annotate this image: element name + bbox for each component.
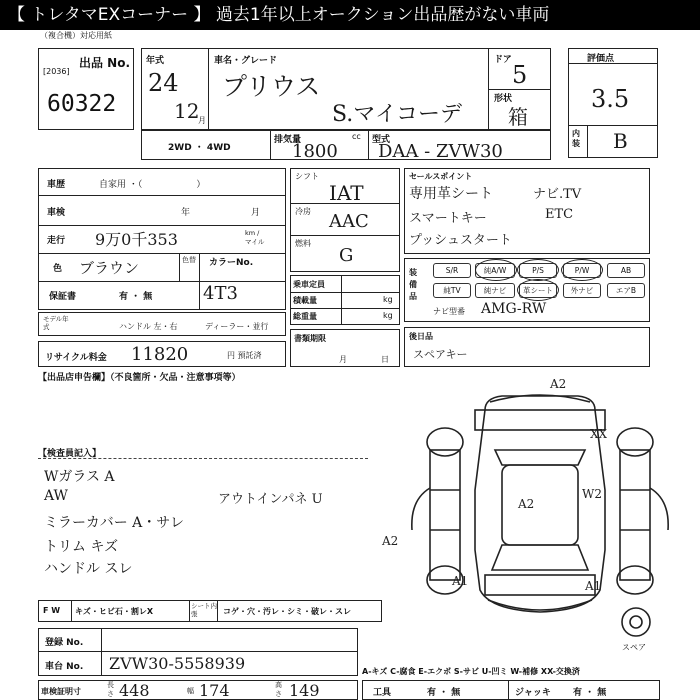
handle-label: ハンドル 左・右 — [119, 322, 178, 331]
score-box — [568, 48, 658, 158]
width-label: 幅 — [187, 687, 194, 695]
height-value: 149 — [289, 681, 320, 700]
docs-month: 月 — [339, 355, 347, 364]
page-banner: 【 トレタマEXコーナー 】 過去1年以上オークション出品歴がない車両 — [0, 0, 700, 30]
inspection-month-unit: 月 — [251, 208, 261, 218]
details-box — [38, 168, 286, 310]
door-label: ドア — [494, 55, 512, 65]
equip-genuine-aw: 純A/W — [475, 263, 515, 278]
weight-label: 総重量 — [293, 312, 317, 321]
height-label: 高さ — [275, 681, 282, 698]
length-label: 長さ — [107, 681, 114, 698]
inspection-year-unit: 年 — [181, 208, 191, 218]
fuel-value: G — [339, 245, 354, 266]
wheel-front-left — [427, 428, 463, 456]
shift-value: IAT — [329, 181, 364, 205]
width-value: 174 — [199, 681, 230, 700]
load-label: 積載量 — [293, 296, 317, 305]
tools-row — [362, 680, 660, 700]
mark-rear-right: A1 — [585, 579, 602, 593]
model-label: 型式 — [372, 135, 391, 145]
exhibit-number: 60322 — [47, 91, 117, 117]
shift-box — [290, 168, 400, 272]
after-items-box — [404, 327, 650, 367]
cert-label: 車検証明寸 — [41, 687, 81, 696]
equipment-box — [404, 258, 650, 322]
car-name-label: 車名・グレード — [214, 56, 278, 66]
car-roof — [502, 465, 578, 545]
grade-value: S.マイコーデ — [332, 102, 462, 127]
shape-label: 形状 — [494, 94, 513, 104]
navi-model-label: ナビ型番 — [433, 307, 465, 316]
fw-label: F W — [43, 606, 61, 615]
km-unit: km / マイル — [245, 229, 265, 246]
equip-ps: P/S — [519, 263, 557, 278]
dealer-label: ディーラー・並行 — [205, 322, 269, 331]
color-label: 色 — [53, 264, 63, 274]
interior-label: 内装 — [572, 129, 580, 148]
mark-roof: A2 — [518, 497, 535, 511]
equip-circle-pw — [561, 259, 603, 281]
history-label: 車歴 — [47, 180, 66, 190]
spare-label: スペア — [622, 643, 646, 652]
inspection-label: 車検 — [47, 208, 66, 218]
year-value: 24 — [148, 69, 179, 97]
door-value: 5 — [512, 61, 528, 89]
mark-front-right: XX — [590, 427, 608, 441]
month-unit: 月 — [198, 116, 206, 125]
color-no-value: 4T3 — [203, 283, 238, 304]
tools-label: 工具 — [373, 688, 392, 698]
drive-label: 2WD ・ 4WD — [168, 143, 231, 153]
equip-airbag: エアB — [607, 283, 645, 298]
displacement-label: 排気量 — [274, 135, 302, 145]
sales-point-1: 専用革シート — [409, 186, 493, 202]
equip-aftermarket-navi: 外ナビ — [563, 283, 601, 298]
registration-box — [38, 628, 358, 676]
inspector-line-5: ハンドル スレ — [44, 561, 133, 577]
registration-label: 登録 No. — [45, 638, 84, 648]
jack-label: ジャッキ — [515, 688, 551, 698]
exhibit-label: 出品 No. — [79, 56, 131, 70]
interior-value: B — [613, 129, 628, 153]
color-no-label: カラーNo. — [209, 258, 254, 268]
sales-box — [404, 168, 650, 254]
exhibit-code: [2036] — [43, 67, 70, 76]
sales-point-2: ナビ.TV — [533, 187, 582, 202]
cooler-value: AAC — [329, 211, 369, 232]
load-unit: kg — [383, 295, 393, 304]
displacement-value: 1800 — [292, 141, 338, 162]
weight-unit: kg — [383, 311, 393, 320]
sales-label: セールスポイント — [409, 172, 473, 181]
sales-point-4: ETC — [545, 207, 574, 222]
sales-point-5: プッシュスタート — [409, 233, 512, 248]
jack-value: 有 ・ 無 — [573, 688, 607, 698]
dimensions-row — [38, 680, 358, 700]
car-rear-window — [492, 545, 588, 570]
recycle-row — [38, 341, 286, 367]
warranty-value: 有 ・ 無 — [119, 292, 153, 302]
equip-ab: AB — [607, 263, 645, 278]
mark-right-door: W2 — [582, 487, 602, 501]
wheel-front-right — [617, 428, 653, 456]
store-notes-label: 【出品店申告欄】（不良箇所・欠品・注意事項等） — [38, 373, 241, 383]
car-damage-diagram — [382, 377, 690, 630]
inspector-line-3: ミラーカバー A・サレ — [44, 515, 184, 531]
equip-sr: S/R — [433, 263, 471, 278]
equip-genuine-tv: 純TV — [433, 283, 471, 298]
shift-label: シフト — [295, 172, 319, 181]
seat-label: シート内張 — [191, 602, 217, 618]
spare-tire — [622, 608, 650, 636]
cc-unit: cc — [352, 132, 361, 141]
car-right-side — [620, 450, 650, 580]
inspector-line-4: トリム キズ — [44, 539, 119, 555]
year-label: 年式 — [146, 56, 165, 66]
equipment-label: 装備品 — [409, 268, 417, 301]
color-value: ブラウン — [79, 259, 140, 277]
chassis-value: ZVW30-5558939 — [109, 654, 246, 673]
tools-value: 有 ・ 無 — [427, 688, 461, 698]
equip-circle-ps — [517, 259, 559, 281]
score-value: 3.5 — [591, 85, 630, 113]
recycle-label: リサイクル料金 — [45, 353, 107, 363]
seat-items: コゲ・穴・汚レ・シミ・破レ・スレ — [223, 607, 351, 616]
mileage-value: 9万0千353 — [95, 230, 178, 249]
sales-point-3: スマートキー — [409, 211, 487, 226]
inspector-side-note: アウトインパネ U — [218, 492, 323, 507]
chassis-label: 車台 No. — [45, 662, 84, 672]
model-year-label: モデル年式 — [43, 315, 69, 331]
capacity-box — [290, 275, 400, 325]
exhibit-number-box — [38, 48, 134, 130]
fw-items: キズ・ヒビ石・割レX — [75, 607, 154, 616]
docs-box — [290, 329, 400, 367]
capacity-label: 乗車定員 — [293, 280, 325, 289]
inspector-line-1: Wガラス A — [44, 469, 115, 485]
color-change-label: 色替 — [182, 256, 196, 264]
inspector-notes-label: 【検査員記入】 — [38, 449, 102, 459]
mileage-label: 走行 — [47, 236, 66, 246]
mark-rear-left: A1 — [452, 574, 469, 588]
header-box — [141, 48, 551, 130]
car-left-side — [430, 450, 460, 580]
docs-label: 書類期限 — [294, 334, 326, 343]
mark-left-side: A2 — [382, 534, 399, 548]
warranty-label: 保証書 — [49, 292, 77, 302]
equip-genuine-navi: 純ナビ — [475, 283, 515, 298]
equip-circle-leather — [517, 279, 559, 301]
shape-value: 箱 — [508, 105, 528, 129]
after-items-label: 後日品 — [409, 332, 433, 341]
spec-row — [141, 130, 551, 160]
fuel-label: 燃料 — [295, 239, 311, 248]
damage-legend: A-キズ C-腐食 E-エクボ S-サビ U-凹ミ W-補修 XX-交換済 — [362, 667, 580, 676]
car-windshield — [495, 450, 585, 465]
equip-circle-aw — [475, 259, 517, 281]
navi-model-value: AMG-RW — [481, 301, 547, 317]
after-items-value: スペアキー — [413, 348, 468, 361]
equip-leather-seat: 革シート — [519, 283, 557, 298]
history-value: 自家用 ・（ ） — [99, 180, 206, 190]
mark-front-bumper: A2 — [550, 377, 567, 391]
model-year-row — [38, 312, 286, 336]
equip-pw: P/W — [563, 263, 601, 278]
recycle-value: 11820 — [131, 344, 189, 365]
docs-day: 日 — [381, 355, 389, 364]
model-value: DAA - ZVW30 — [378, 141, 503, 162]
inspector-line-2: AW — [44, 488, 68, 504]
sheet-note: （複合機）対応用紙 — [40, 31, 112, 40]
month-value: 12 — [174, 99, 200, 123]
length-value: 448 — [119, 681, 150, 700]
cooler-label: 冷房 — [295, 207, 311, 216]
recycle-unit: 円 預託済 — [227, 351, 262, 360]
score-label: 評価点 — [587, 54, 615, 64]
fw-seat-row — [38, 600, 382, 622]
car-name-value: プリウス — [222, 72, 321, 101]
